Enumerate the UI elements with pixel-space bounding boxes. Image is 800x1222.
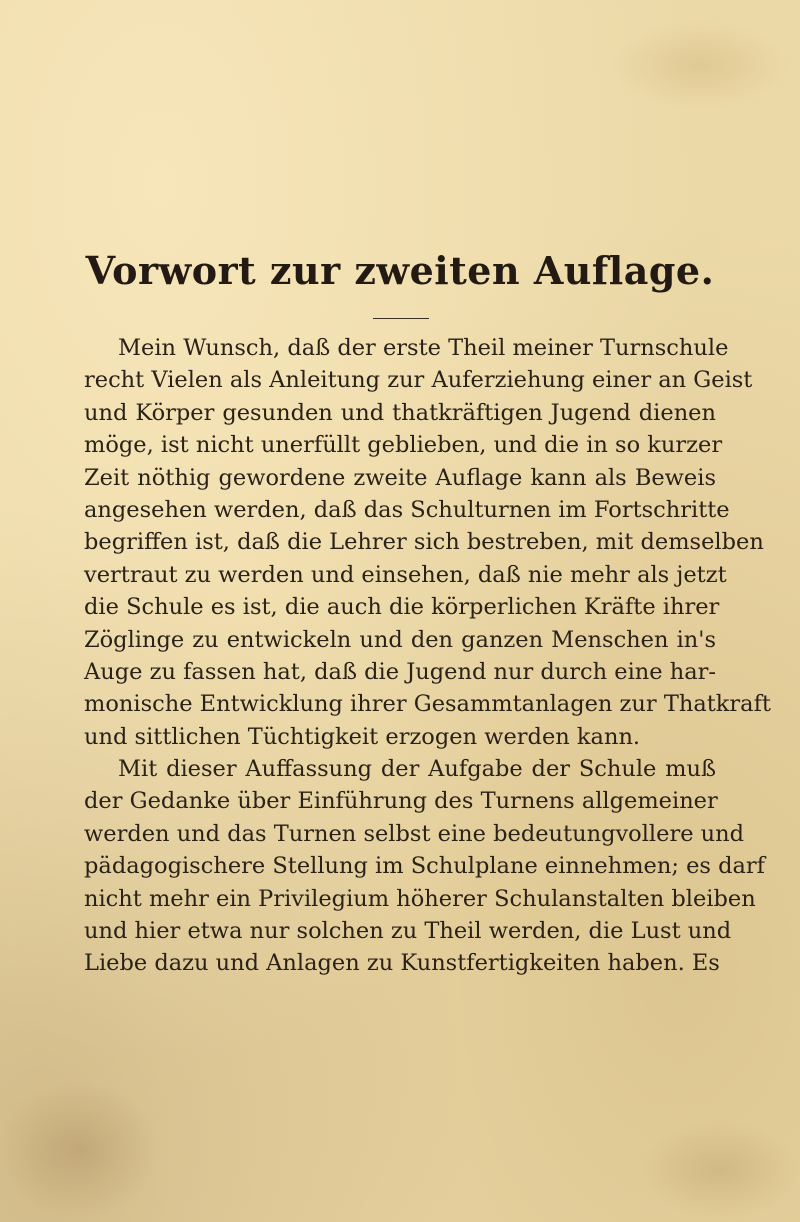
- text-line: und hier etwa nur solchen zu Theil werden, die Lust und: [84, 918, 732, 945]
- text-line: pädagogischere Stellung im Schulplane einnehmen; es darf: [84, 853, 765, 880]
- text-line: recht Vielen als Anleitung zur Auferziehung einer an Geist: [84, 367, 753, 394]
- body-text: [84, 332, 771, 980]
- paper-stain: [640, 1120, 800, 1220]
- page-title: Vorwort zur zweiten Auflage.: [85, 248, 715, 293]
- text-line: Liebe dazu und Anlagen zu Kunstfertigkeiten haben. Es: [84, 950, 720, 977]
- text-line: vertraut zu werden und einsehen, daß nie mehr als jetzt: [84, 561, 727, 588]
- text-line: nicht mehr ein Privilegium höherer Schulanstalten bleiben: [84, 885, 756, 912]
- text-line: monische Entwicklung ihrer Gesammtanlagen zur Thatkraft: [84, 691, 771, 718]
- title-divider: [373, 318, 429, 319]
- text-line: der Gedanke über Einführung des Turnens allgemeiner: [84, 788, 718, 815]
- text-line: und sittlichen Tüchtigkeit erzogen werden kann.: [84, 723, 641, 750]
- text-line: Mit dieser Auffassung der Aufgabe der Schule muß: [118, 756, 716, 783]
- text-line: werden und das Turnen selbst eine bedeutungvollere und: [84, 820, 745, 847]
- text-line: Zeit nöthig gewordene zweite Auflage kann als Beweis: [84, 464, 716, 491]
- text-line: möge, ist nicht unerfüllt geblieben, und die in so kurzer: [84, 432, 723, 459]
- text-line: die Schule es ist, die auch die körperlichen Kräfte ihrer: [84, 594, 720, 621]
- text-line: und Körper gesunden und thatkräftigen Jugend dienen: [84, 399, 716, 426]
- text-line: angesehen werden, daß das Schulturnen im Fortschritte: [84, 496, 730, 523]
- text-line: Auge zu fassen hat, daß die Jugend nur durch eine har-: [84, 658, 717, 685]
- paper-stain: [0, 1080, 160, 1220]
- text-line: Mein Wunsch, daß der erste Theil meiner Turnschule: [118, 335, 729, 361]
- paper-stain: [610, 20, 790, 110]
- text-line: begriffen ist, daß die Lehrer sich bestreben, mit demselben: [84, 529, 764, 556]
- text-line: Zöglinge zu entwickeln und den ganzen Menschen in's: [84, 626, 716, 653]
